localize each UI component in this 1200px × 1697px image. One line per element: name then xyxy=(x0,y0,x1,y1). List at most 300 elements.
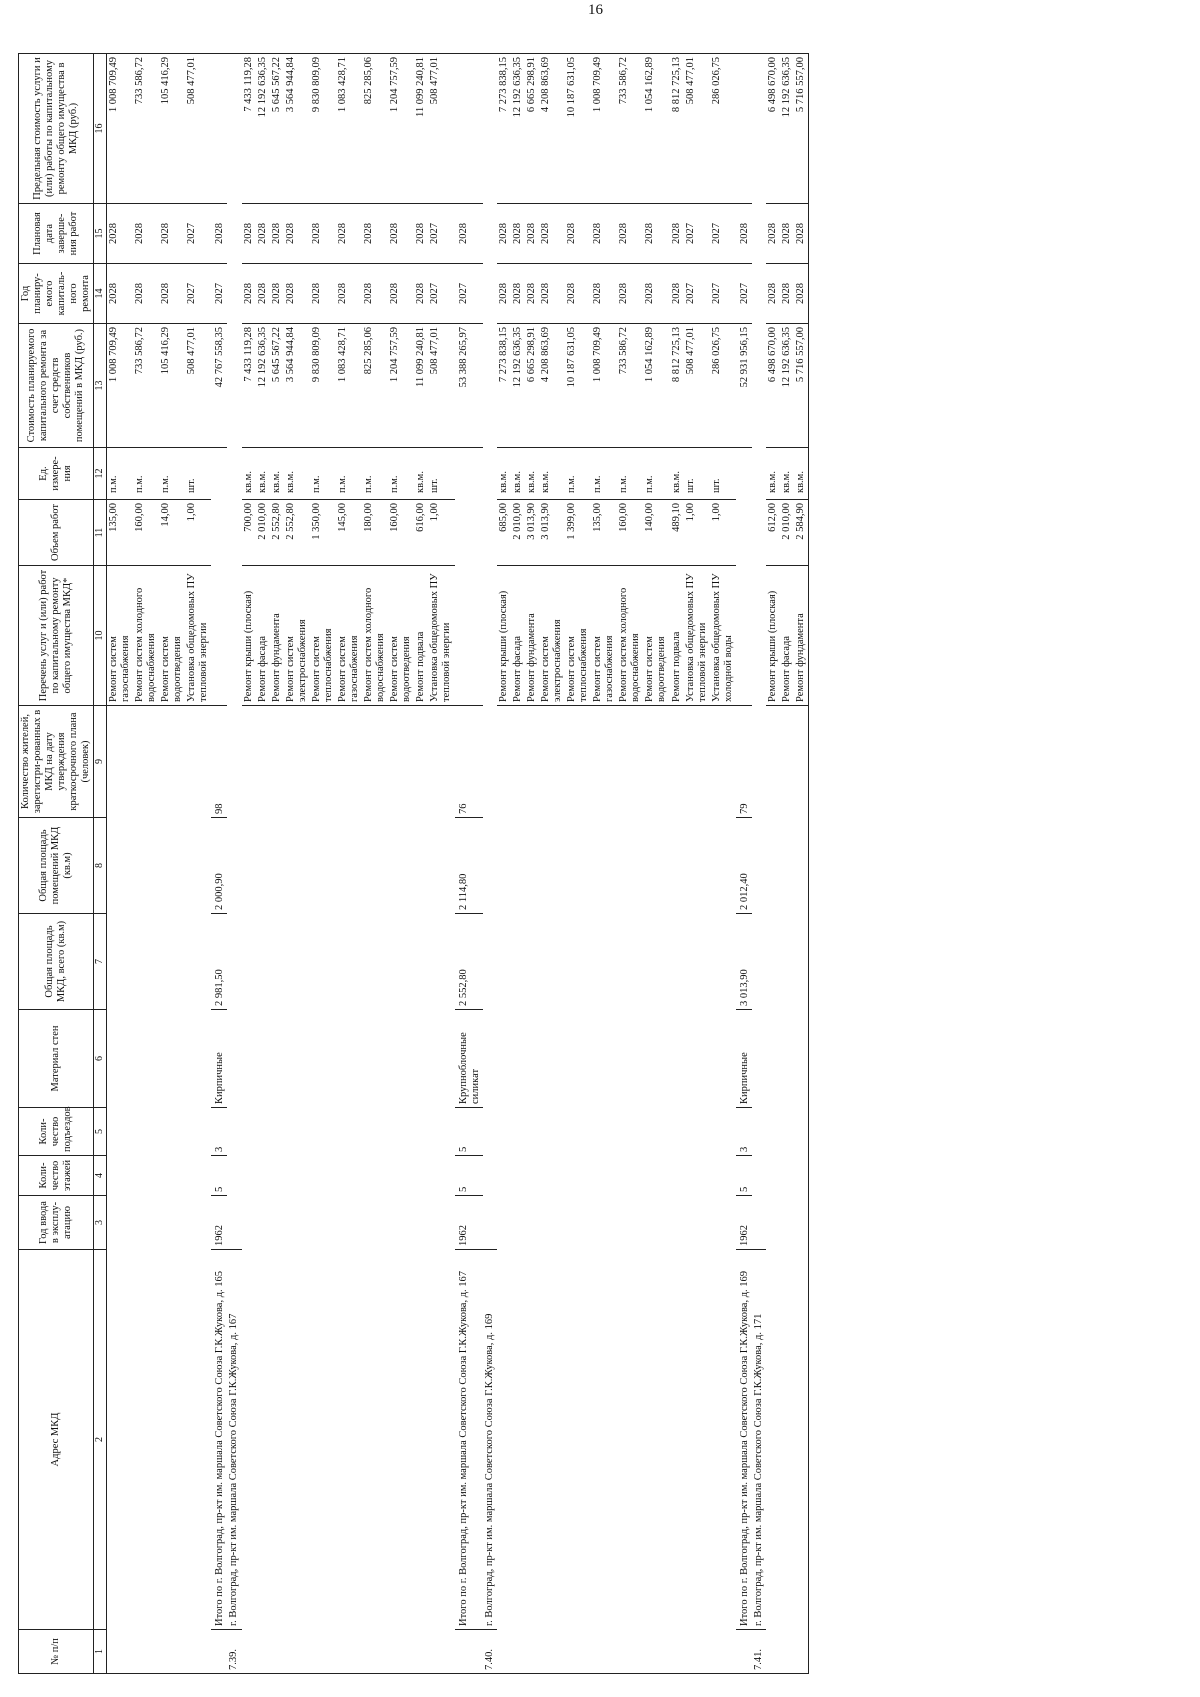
empty-cell xyxy=(455,54,483,204)
column-number: 16 xyxy=(94,54,107,204)
end-date-cell: 2028 xyxy=(362,204,388,264)
work-name-cell: Установка общедомовых ПУ тепловой энергии xyxy=(684,566,710,706)
repair-year-cell: 2027 xyxy=(455,264,483,324)
volume-cell: 616,00 xyxy=(414,500,428,566)
cost-cell: 1 054 162,89 xyxy=(643,324,669,448)
cost-cell: 1 083 428,71 xyxy=(336,324,362,448)
column-number: 10 xyxy=(94,566,107,706)
cost-cell: 5 716 557,00 xyxy=(794,324,809,448)
volume-cell: 3 013,90 xyxy=(525,500,539,566)
end-date-cell: 2028 xyxy=(736,204,752,264)
cost-cell: 825 285,06 xyxy=(362,324,388,448)
repair-year-cell: 2028 xyxy=(270,264,284,324)
work-row xyxy=(185,54,211,1674)
total-cost-cell: 42 767 558,35 xyxy=(211,324,227,448)
repair-year-cell: 2028 xyxy=(591,264,617,324)
limit-cost-cell: 4 208 863,69 xyxy=(539,54,565,204)
end-date-cell: 2028 xyxy=(497,204,511,264)
work-name-cell: Ремонт систем электроснабжения xyxy=(539,566,565,706)
volume-cell: 160,00 xyxy=(617,500,643,566)
house-row xyxy=(483,54,497,1674)
work-name-cell: Ремонт подвала xyxy=(414,566,428,706)
empty-cell xyxy=(684,706,710,1674)
volume-cell: 145,00 xyxy=(336,500,362,566)
end-date-cell: 2028 xyxy=(336,204,362,264)
residents-cell: 79 xyxy=(736,706,752,818)
work-name-cell: Установка общедомовых ПУ холодной воды xyxy=(710,566,736,706)
cost-cell: 12 192 636,35 xyxy=(780,324,794,448)
work-name-cell: Ремонт систем теплоснабжения xyxy=(310,566,336,706)
unit-cell: п.м. xyxy=(591,448,617,500)
volume-cell: 2 010,00 xyxy=(256,500,270,566)
repair-year-cell: 2028 xyxy=(539,264,565,324)
unit-cell: кв.м. xyxy=(670,448,684,500)
unit-cell: шт. xyxy=(428,448,454,500)
limit-cost-cell: 286 026,75 xyxy=(710,54,736,204)
column-header: Предельная стоимость услуги и (или) работы по капитальному ремонту общего имущества в МКД (руб.) xyxy=(19,54,94,204)
house-row xyxy=(752,54,766,1674)
total-address-cell: Итого по г. Волгоград, пр-кт им. маршала Советского Союза Г.К.Жукова, д. 165 xyxy=(211,1250,227,1630)
repair-year-cell: 2028 xyxy=(670,264,684,324)
limit-cost-cell: 1 008 709,49 xyxy=(591,54,617,204)
residents-cell: 76 xyxy=(455,706,483,818)
end-date-cell: 2028 xyxy=(106,204,133,264)
work-name-cell: Ремонт систем теплоснабжения xyxy=(565,566,591,706)
work-name-cell: Ремонт систем электроснабжения xyxy=(284,566,310,706)
end-date-cell: 2028 xyxy=(414,204,428,264)
end-date-cell: 2027 xyxy=(428,204,454,264)
cost-cell: 286 026,75 xyxy=(710,324,736,448)
house-row xyxy=(227,54,241,1674)
header-row xyxy=(19,54,94,1674)
unit-cell: п.м. xyxy=(388,448,414,500)
end-date-cell: 2027 xyxy=(710,204,736,264)
empty-cell xyxy=(362,706,388,1674)
built-year-cell: 1962 xyxy=(211,1196,227,1250)
cost-cell: 11 099 240,81 xyxy=(414,324,428,448)
work-row xyxy=(388,54,414,1674)
item-number-cell: 7.40. xyxy=(483,1630,497,1674)
volume-cell: 135,00 xyxy=(591,500,617,566)
cost-cell: 7 433 119,28 xyxy=(242,324,256,448)
unit-cell: кв.м. xyxy=(270,448,284,500)
limit-cost-cell: 11 099 240,81 xyxy=(414,54,428,204)
column-number: 4 xyxy=(94,1156,107,1196)
empty-cell xyxy=(736,448,752,706)
work-row xyxy=(284,54,310,1674)
unit-cell: п.м. xyxy=(133,448,159,500)
work-name-cell: Ремонт крыши (плоская) xyxy=(497,566,511,706)
limit-cost-cell: 508 477,01 xyxy=(684,54,710,204)
work-row xyxy=(133,54,159,1674)
limit-cost-cell: 12 192 636,35 xyxy=(511,54,525,204)
repair-year-cell: 2027 xyxy=(185,264,211,324)
repair-year-cell: 2027 xyxy=(211,264,227,324)
empty-cell xyxy=(428,706,454,1674)
repair-year-cell: 2027 xyxy=(710,264,736,324)
empty-cell xyxy=(159,706,185,1674)
entrances-cell: 3 xyxy=(211,1108,227,1156)
work-row xyxy=(497,54,511,1674)
limit-cost-cell: 12 192 636,35 xyxy=(780,54,794,204)
end-date-cell: 2028 xyxy=(794,204,809,264)
work-name-cell: Ремонт фундамента xyxy=(525,566,539,706)
volume-cell: 160,00 xyxy=(133,500,159,566)
unit-cell: шт. xyxy=(710,448,736,500)
repair-year-cell: 2028 xyxy=(256,264,270,324)
cost-cell: 105 416,29 xyxy=(159,324,185,448)
work-name-cell: Ремонт фундамента xyxy=(794,566,809,706)
repair-year-cell: 2028 xyxy=(497,264,511,324)
empty-cell xyxy=(455,1630,483,1674)
unit-cell: кв.м. xyxy=(539,448,565,500)
column-header: № п/п xyxy=(19,1630,94,1674)
end-date-cell: 2028 xyxy=(310,204,336,264)
empty-cell xyxy=(185,706,211,1674)
house-total-row xyxy=(736,54,752,1674)
limit-cost-cell: 7 273 838,15 xyxy=(497,54,511,204)
column-header: Стоимость планируемого капитального ремонта за счет средств собственников помещений в МКД (руб.) xyxy=(19,324,94,448)
total-area-cell: 3 013,90 xyxy=(736,914,752,1010)
cost-cell: 1 008 709,49 xyxy=(106,324,133,448)
work-row xyxy=(565,54,591,1674)
empty-cell xyxy=(617,706,643,1674)
unit-cell: п.м. xyxy=(310,448,336,500)
empty-cell xyxy=(227,54,241,1250)
repair-year-cell: 2028 xyxy=(794,264,809,324)
empty-cell xyxy=(284,706,310,1674)
repair-year-cell: 2028 xyxy=(310,264,336,324)
column-header: Количество жителей, зарегистри-рованных в МКД на дату утверждения краткосрочного плана (человек) xyxy=(19,706,94,818)
item-number-cell: 7.41. xyxy=(752,1630,766,1674)
limit-cost-cell: 6 498 670,00 xyxy=(766,54,780,204)
column-number: 15 xyxy=(94,204,107,264)
work-row xyxy=(539,54,565,1674)
volume-cell: 1 350,00 xyxy=(310,500,336,566)
limit-cost-cell: 508 477,01 xyxy=(185,54,211,204)
house-total-row xyxy=(211,54,227,1674)
repair-year-cell: 2028 xyxy=(643,264,669,324)
rooms-area-cell: 2 012,40 xyxy=(736,818,752,914)
end-date-cell: 2028 xyxy=(133,204,159,264)
cost-cell: 12 192 636,35 xyxy=(511,324,525,448)
cost-cell: 733 586,72 xyxy=(133,324,159,448)
total-area-cell: 2 552,80 xyxy=(455,914,483,1010)
volume-cell: 160,00 xyxy=(388,500,414,566)
work-row xyxy=(159,54,185,1674)
work-row xyxy=(362,54,388,1674)
column-number: 3 xyxy=(94,1196,107,1250)
work-row xyxy=(336,54,362,1674)
residents-cell: 98 xyxy=(211,706,227,818)
unit-cell: кв.м. xyxy=(780,448,794,500)
volume-cell: 135,00 xyxy=(106,500,133,566)
cost-cell: 1 008 709,49 xyxy=(591,324,617,448)
unit-cell: п.м. xyxy=(106,448,133,500)
cost-cell: 6 665 298,91 xyxy=(525,324,539,448)
work-row xyxy=(414,54,428,1674)
limit-cost-cell: 9 830 809,09 xyxy=(310,54,336,204)
work-name-cell: Ремонт крыши (плоская) xyxy=(766,566,780,706)
table-body xyxy=(106,54,808,1674)
wall-material-cell: Крупноблочные силикат xyxy=(455,1010,483,1108)
cost-cell: 8 812 725,13 xyxy=(670,324,684,448)
work-row xyxy=(106,54,133,1674)
empty-cell xyxy=(591,706,617,1674)
work-row xyxy=(511,54,525,1674)
unit-cell: п.м. xyxy=(159,448,185,500)
empty-cell xyxy=(256,706,270,1674)
empty-cell xyxy=(736,54,752,204)
column-number: 5 xyxy=(94,1108,107,1156)
unit-cell: п.м. xyxy=(617,448,643,500)
limit-cost-cell: 10 187 631,05 xyxy=(565,54,591,204)
column-number: 7 xyxy=(94,914,107,1010)
volume-cell: 1 399,00 xyxy=(565,500,591,566)
entrances-cell: 3 xyxy=(736,1108,752,1156)
unit-cell: п.м. xyxy=(336,448,362,500)
volume-cell: 2 552,80 xyxy=(270,500,284,566)
limit-cost-cell: 1 204 757,59 xyxy=(388,54,414,204)
end-date-cell: 2028 xyxy=(643,204,669,264)
work-row xyxy=(310,54,336,1674)
cost-cell: 9 830 809,09 xyxy=(310,324,336,448)
end-date-cell: 2028 xyxy=(617,204,643,264)
repair-year-cell: 2028 xyxy=(388,264,414,324)
limit-cost-cell: 825 285,06 xyxy=(362,54,388,204)
rotated-page xyxy=(18,54,1198,1674)
column-header: Год планиру-емого капиталь-ного ремонта xyxy=(19,264,94,324)
empty-cell xyxy=(710,706,736,1674)
empty-cell xyxy=(270,706,284,1674)
empty-cell xyxy=(497,706,511,1674)
repair-year-cell: 2028 xyxy=(525,264,539,324)
work-name-cell: Ремонт фасада xyxy=(780,566,794,706)
column-number: 2 xyxy=(94,1250,107,1630)
unit-cell: кв.м. xyxy=(511,448,525,500)
work-name-cell: Ремонт систем водоотведения xyxy=(643,566,669,706)
rooms-area-cell: 2 114,80 xyxy=(455,818,483,914)
work-name-cell: Установка общедомовых ПУ тепловой энергии xyxy=(185,566,211,706)
empty-cell xyxy=(133,706,159,1674)
empty-cell xyxy=(310,706,336,1674)
cost-cell: 10 187 631,05 xyxy=(565,324,591,448)
empty-cell xyxy=(414,706,428,1674)
column-header: Год ввода в эксплу-атацию xyxy=(19,1196,94,1250)
end-date-cell: 2028 xyxy=(159,204,185,264)
end-date-cell: 2028 xyxy=(284,204,310,264)
volume-cell: 700,00 xyxy=(242,500,256,566)
unit-cell: п.м. xyxy=(643,448,669,500)
end-date-cell: 2028 xyxy=(766,204,780,264)
unit-cell: шт. xyxy=(684,448,710,500)
rooms-area-cell: 2 000,90 xyxy=(211,818,227,914)
volume-cell: 180,00 xyxy=(362,500,388,566)
cost-cell: 733 586,72 xyxy=(617,324,643,448)
end-date-cell: 2028 xyxy=(388,204,414,264)
total-cost-cell: 52 931 956,15 xyxy=(736,324,752,448)
volume-cell: 2 010,00 xyxy=(780,500,794,566)
floors-cell: 5 xyxy=(455,1156,483,1196)
total-area-cell: 2 981,50 xyxy=(211,914,227,1010)
column-number: 12 xyxy=(94,448,107,500)
column-number: 8 xyxy=(94,818,107,914)
end-date-cell: 2028 xyxy=(270,204,284,264)
end-date-cell: 2027 xyxy=(684,204,710,264)
volume-cell: 2 584,90 xyxy=(794,500,809,566)
work-row xyxy=(794,54,809,1674)
end-date-cell: 2028 xyxy=(565,204,591,264)
empty-cell xyxy=(670,706,684,1674)
volume-cell: 14,00 xyxy=(159,500,185,566)
unit-cell: кв.м. xyxy=(256,448,270,500)
repair-year-cell: 2028 xyxy=(565,264,591,324)
limit-cost-cell: 6 665 298,91 xyxy=(525,54,539,204)
limit-cost-cell: 12 192 636,35 xyxy=(256,54,270,204)
unit-cell: кв.м. xyxy=(525,448,539,500)
repair-year-cell: 2028 xyxy=(284,264,310,324)
limit-cost-cell: 7 433 119,28 xyxy=(242,54,256,204)
address-cell: г. Волгоград, пр-кт им. маршала Советского Союза Г.К.Жукова, д. 167 xyxy=(227,1250,241,1630)
end-date-cell: 2028 xyxy=(511,204,525,264)
volume-cell: 1,00 xyxy=(428,500,454,566)
limit-cost-cell: 1 083 428,71 xyxy=(336,54,362,204)
repair-year-cell: 2028 xyxy=(133,264,159,324)
cost-cell: 508 477,01 xyxy=(428,324,454,448)
work-row xyxy=(617,54,643,1674)
end-date-cell: 2027 xyxy=(185,204,211,264)
repair-year-cell: 2028 xyxy=(780,264,794,324)
cost-cell: 5 645 567,22 xyxy=(270,324,284,448)
limit-cost-cell: 8 812 725,13 xyxy=(670,54,684,204)
total-address-cell: Итого по г. Волгоград, пр-кт им. маршала Советского Союза Г.К.Жукова, д. 169 xyxy=(736,1250,752,1630)
repair-year-cell: 2028 xyxy=(362,264,388,324)
wall-material-cell: Кирпичные xyxy=(736,1010,752,1108)
volume-cell: 685,00 xyxy=(497,500,511,566)
work-row xyxy=(591,54,617,1674)
repair-year-cell: 2027 xyxy=(428,264,454,324)
total-cost-cell: 53 388 265,97 xyxy=(455,324,483,448)
built-year-cell: 1962 xyxy=(736,1196,752,1250)
work-row xyxy=(780,54,794,1674)
unit-cell: кв.м. xyxy=(766,448,780,500)
cost-cell: 6 498 670,00 xyxy=(766,324,780,448)
work-name-cell: Ремонт систем водоотведения xyxy=(388,566,414,706)
work-name-cell: Ремонт крыши (плоская) xyxy=(242,566,256,706)
limit-cost-cell: 1 054 162,89 xyxy=(643,54,669,204)
work-name-cell: Ремонт систем газоснабжения xyxy=(591,566,617,706)
empty-cell xyxy=(643,706,669,1674)
column-number: 14 xyxy=(94,264,107,324)
column-number-row xyxy=(94,54,107,1674)
limit-cost-cell: 105 416,29 xyxy=(159,54,185,204)
work-row xyxy=(428,54,454,1674)
work-row xyxy=(670,54,684,1674)
volume-cell: 489,10 xyxy=(670,500,684,566)
item-number-cell: 7.39. xyxy=(227,1630,241,1674)
unit-cell: кв.м. xyxy=(794,448,809,500)
total-address-cell: Итого по г. Волгоград, пр-кт им. маршала Советского Союза Г.К.Жукова, д. 167 xyxy=(455,1250,483,1630)
work-name-cell: Ремонт фасада xyxy=(256,566,270,706)
limit-cost-cell: 733 586,72 xyxy=(133,54,159,204)
column-header: Общая площадь МКД, всего (кв.м) xyxy=(19,914,94,1010)
work-row xyxy=(766,54,780,1674)
built-year-cell: 1962 xyxy=(455,1196,483,1250)
column-number: 9 xyxy=(94,706,107,818)
work-row xyxy=(643,54,669,1674)
work-row xyxy=(256,54,270,1674)
volume-cell: 2 010,00 xyxy=(511,500,525,566)
cost-cell: 12 192 636,35 xyxy=(256,324,270,448)
cost-cell: 508 477,01 xyxy=(684,324,710,448)
work-row xyxy=(525,54,539,1674)
work-name-cell: Ремонт фундамента xyxy=(270,566,284,706)
repair-year-cell: 2028 xyxy=(414,264,428,324)
cost-cell: 508 477,01 xyxy=(185,324,211,448)
column-header: Адрес МКД xyxy=(19,1250,94,1630)
entrances-cell: 5 xyxy=(455,1108,483,1156)
end-date-cell: 2028 xyxy=(539,204,565,264)
empty-cell xyxy=(211,54,227,204)
cost-cell: 4 208 863,69 xyxy=(539,324,565,448)
column-header: Плановая дата заверше-ния работ xyxy=(19,204,94,264)
end-date-cell: 2028 xyxy=(591,204,617,264)
volume-cell: 612,00 xyxy=(766,500,780,566)
unit-cell: кв.м. xyxy=(414,448,428,500)
repair-year-cell: 2028 xyxy=(766,264,780,324)
volume-cell: 1,00 xyxy=(185,500,211,566)
column-header: Общая площадь помещений МКД (кв.м) xyxy=(19,818,94,914)
empty-cell xyxy=(525,706,539,1674)
end-date-cell: 2028 xyxy=(525,204,539,264)
limit-cost-cell: 5 716 557,00 xyxy=(794,54,809,204)
empty-cell xyxy=(242,706,256,1674)
floors-cell: 5 xyxy=(211,1156,227,1196)
repair-year-cell: 2028 xyxy=(106,264,133,324)
work-name-cell: Ремонт систем водоотведения xyxy=(159,566,185,706)
empty-cell xyxy=(511,706,525,1674)
column-header: Ед. измере-ния xyxy=(19,448,94,500)
limit-cost-cell: 3 564 944,84 xyxy=(284,54,310,204)
limit-cost-cell: 508 477,01 xyxy=(428,54,454,204)
work-name-cell: Ремонт систем газоснабжения xyxy=(106,566,133,706)
limit-cost-cell: 5 645 567,22 xyxy=(270,54,284,204)
empty-cell xyxy=(211,1630,227,1674)
empty-cell xyxy=(106,706,133,1674)
work-name-cell: Ремонт подвала xyxy=(670,566,684,706)
address-cell: г. Волгоград, пр-кт им. маршала Советского Союза Г.К.Жукова, д. 169 xyxy=(483,1250,497,1630)
repair-year-cell: 2027 xyxy=(736,264,752,324)
empty-cell xyxy=(483,54,497,1250)
column-header: Материал стен xyxy=(19,1010,94,1108)
work-name-cell: Ремонт систем холодного водоснабжения xyxy=(617,566,643,706)
cost-cell: 3 564 944,84 xyxy=(284,324,310,448)
end-date-cell: 2028 xyxy=(670,204,684,264)
unit-cell: кв.м. xyxy=(242,448,256,500)
unit-cell: шт. xyxy=(185,448,211,500)
end-date-cell: 2028 xyxy=(242,204,256,264)
empty-cell xyxy=(752,54,766,1250)
limit-cost-cell: 733 586,72 xyxy=(617,54,643,204)
unit-cell: кв.м. xyxy=(497,448,511,500)
column-number: 6 xyxy=(94,1010,107,1108)
empty-cell xyxy=(388,706,414,1674)
empty-cell xyxy=(736,1630,752,1674)
repair-year-cell: 2028 xyxy=(242,264,256,324)
column-number: 1 xyxy=(94,1630,107,1674)
repair-year-cell: 2028 xyxy=(159,264,185,324)
repair-year-cell: 2028 xyxy=(336,264,362,324)
